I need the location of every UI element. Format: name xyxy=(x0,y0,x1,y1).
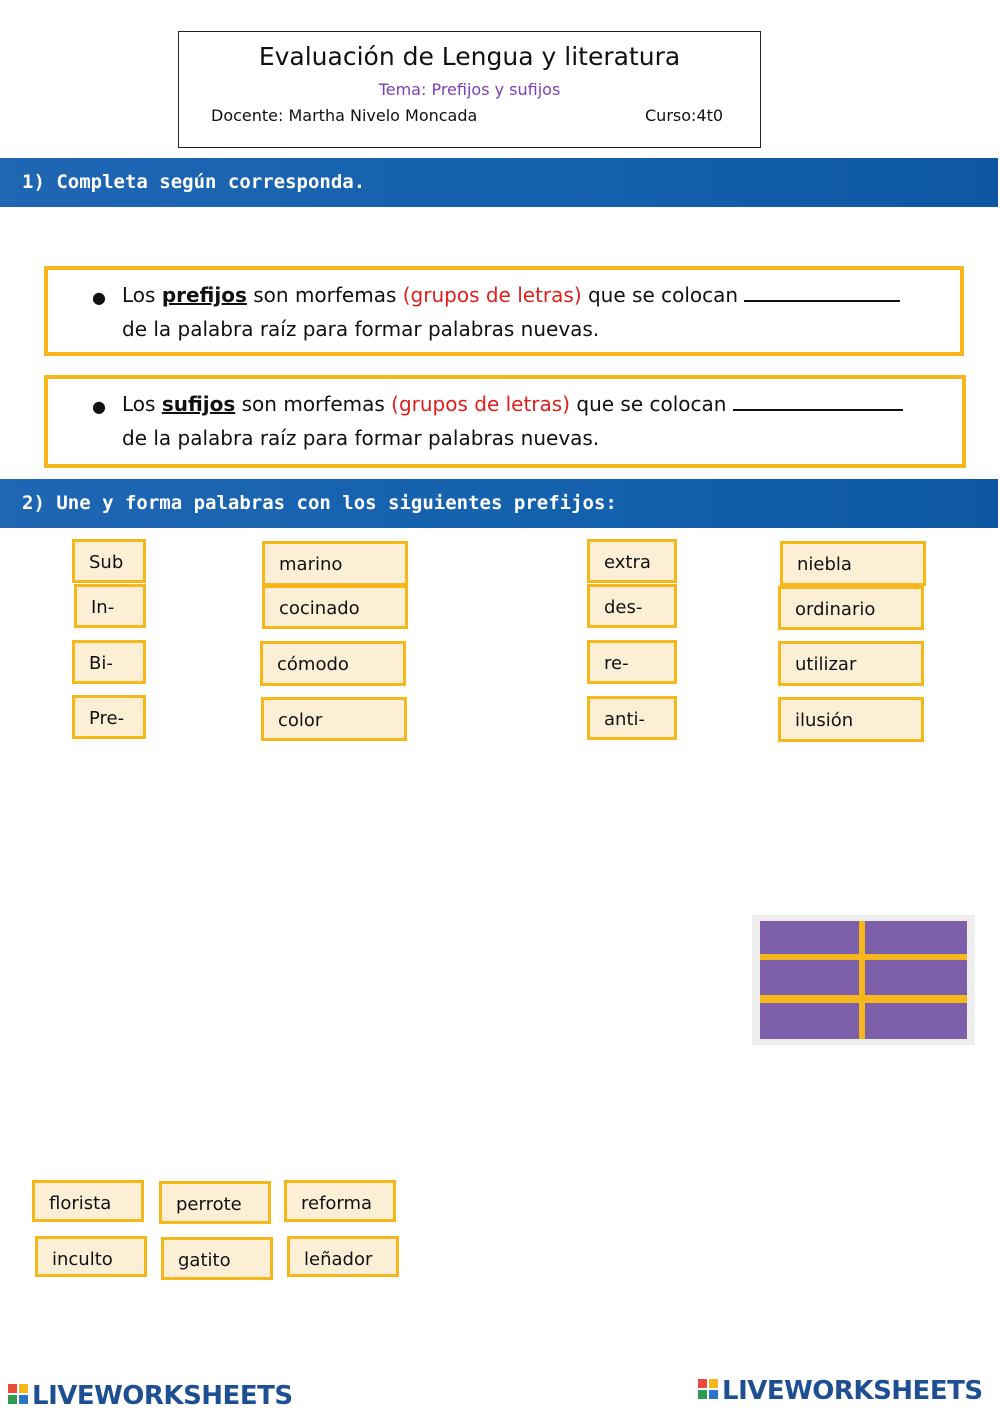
word-tile[interactable]: inculto xyxy=(35,1236,147,1277)
prefix-tile[interactable]: Bi- xyxy=(72,640,146,684)
definition-box-sufijos xyxy=(44,375,966,468)
bullet: ● xyxy=(92,288,106,307)
teacher-label: Docente: Martha Nivelo Moncada xyxy=(211,106,478,125)
word-tile[interactable]: florista xyxy=(32,1180,144,1222)
logo-icon xyxy=(698,1379,720,1401)
prefix-tile[interactable]: re- xyxy=(587,640,677,684)
logo-icon xyxy=(8,1384,30,1406)
def-term-sufijos: sufijos xyxy=(161,392,236,416)
def-text1: son morfemas xyxy=(253,283,397,307)
answer-blank-prefijos[interactable] xyxy=(744,282,900,302)
answer-blank-sufijos[interactable] xyxy=(733,391,903,411)
word-tile[interactable]: utilizar xyxy=(778,641,924,686)
definition-line1 xyxy=(122,282,900,307)
word-tile[interactable]: cocinado xyxy=(262,585,408,629)
course-label: Curso:4t0 xyxy=(645,106,724,125)
word-tile[interactable]: reforma xyxy=(284,1180,396,1222)
def-text1: son morfemas xyxy=(241,392,385,416)
word-tile[interactable]: leñador xyxy=(287,1236,399,1277)
word-tile[interactable]: niebla xyxy=(780,541,926,586)
definition-line1 xyxy=(122,391,903,416)
logo-text: LIVEWORKSHEETS xyxy=(32,1381,293,1411)
def-los: Los xyxy=(122,283,156,307)
word-tile[interactable]: perrote xyxy=(159,1181,271,1224)
word-tile[interactable]: ordinario xyxy=(778,586,924,630)
section1-heading: 1) Completa según corresponda. xyxy=(0,158,998,207)
def-los: Los xyxy=(122,392,156,416)
prefix-tile[interactable]: extra xyxy=(587,539,677,583)
definition-line2: de la palabra raíz para formar palabras nuevas. xyxy=(122,426,600,450)
def-parenthetical: (grupos de letras) xyxy=(402,283,582,307)
bullet: ● xyxy=(92,397,106,416)
prefix-tile[interactable]: Pre- xyxy=(72,695,146,739)
word-tile[interactable]: ilusión xyxy=(778,697,924,742)
header-box xyxy=(178,31,761,148)
word-tile[interactable]: gatito xyxy=(161,1237,273,1280)
prefix-tile[interactable]: In- xyxy=(74,584,146,628)
topic-label: Tema: Prefijos y sufijos xyxy=(378,80,561,99)
prefix-tile[interactable]: des- xyxy=(587,584,677,628)
def-parenthetical: (grupos de letras) xyxy=(391,392,571,416)
liveworksheets-logo-left xyxy=(8,1381,293,1411)
def-text2: que se colocan xyxy=(587,283,739,307)
definition-box-prefijos xyxy=(44,266,964,356)
word-tile[interactable]: cómodo xyxy=(260,641,406,686)
word-tile[interactable]: marino xyxy=(262,541,408,586)
liveworksheets-logo-right xyxy=(698,1376,983,1406)
logo-text: LIVEWORKSHEETS xyxy=(722,1376,983,1406)
purple-flag-image xyxy=(752,915,975,1045)
section2-heading: 2) Une y forma palabras con los siguientes prefijos: xyxy=(0,479,998,528)
definition-line2: de la palabra raíz para formar palabras nuevas. xyxy=(122,317,600,341)
prefix-tile[interactable]: anti- xyxy=(587,696,677,740)
word-tile[interactable]: color xyxy=(261,697,407,741)
page-title: Evaluación de Lengua y literatura xyxy=(258,42,681,71)
def-text2: que se colocan xyxy=(576,392,727,416)
def-term-prefijos: prefijos xyxy=(161,283,247,307)
prefix-tile[interactable]: Sub xyxy=(72,539,146,583)
